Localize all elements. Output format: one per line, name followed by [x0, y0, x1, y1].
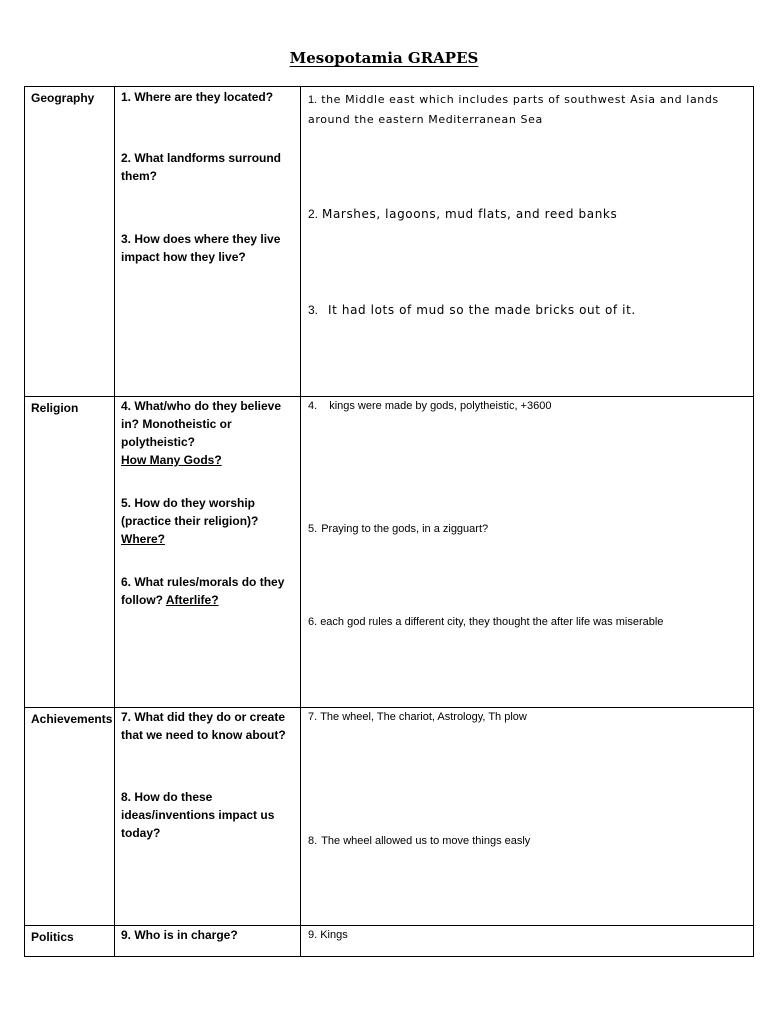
question-6-text: 6. What rules/morals do they follow? — [121, 575, 285, 607]
answers-geography — [301, 87, 754, 397]
answers-religion — [301, 397, 754, 708]
questions-politics — [115, 926, 301, 957]
answer-4-text: kings were made by gods, polytheistic, +3600 — [329, 400, 552, 412]
answer-2 — [308, 205, 747, 224]
question-8: 8. How do these ideas/inventions impact us today? — [121, 790, 275, 840]
answers-politics — [301, 926, 754, 957]
answer-3 — [308, 301, 747, 320]
question-4-text: 4. What/who do they believe in? Monotheistic or polytheistic? — [121, 399, 282, 449]
answer-7-number: 7. — [308, 711, 318, 723]
table-row-achievements — [25, 708, 754, 926]
question-5 — [121, 494, 296, 548]
questions-achievements — [115, 708, 301, 926]
answer-6 — [308, 614, 747, 630]
question-1: 1. Where are they located? — [121, 90, 274, 104]
answer-5-text: Praying to the gods, in a zigguart? — [321, 523, 489, 535]
answer-4 — [308, 398, 747, 414]
answer-8-number: 8. — [308, 835, 318, 847]
category-geography: Geography — [25, 87, 115, 397]
question-5-text: 5. How do they worship (practice their religion)? — [121, 496, 259, 528]
answer-8-text: The wheel allowed us to move things easly — [321, 835, 531, 847]
question-5-underlined: Where? — [121, 532, 166, 546]
grapes-table — [24, 86, 754, 957]
answer-8 — [308, 833, 747, 849]
table-row-religion — [25, 397, 754, 708]
answer-5 — [308, 521, 747, 537]
answers-achievements — [301, 708, 754, 926]
questions-geography — [115, 87, 301, 397]
answer-5-number: 5. — [308, 523, 318, 535]
answer-9 — [308, 927, 747, 943]
answer-6-number: 6. — [308, 616, 318, 628]
question-2: 2. What landforms surround them? — [121, 151, 282, 183]
questions-religion — [115, 397, 301, 708]
answer-7 — [308, 709, 747, 725]
question-7: 7. What did they do or create that we need to know about? — [121, 710, 286, 742]
answer-9-text: Kings — [320, 929, 348, 941]
answer-6-text: each god rules a different city, they thought the after life was miserable — [320, 616, 664, 628]
question-4 — [121, 397, 296, 469]
answer-2-number: 2. — [308, 207, 319, 221]
answer-7-text: The wheel, The chariot, Astrology, Th plow — [320, 711, 527, 723]
question-3: 3. How does where they live impact how they live? — [121, 232, 281, 264]
answer-4-number: 4. — [308, 400, 318, 412]
question-9: 9. Who is in charge? — [121, 928, 238, 942]
category-religion: Religion — [25, 397, 115, 708]
answer-1 — [308, 90, 747, 129]
question-6 — [121, 573, 296, 609]
category-politics: Politics — [25, 926, 115, 957]
answer-3-text: It had lots of mud so the made bricks out of it. — [328, 303, 636, 317]
table-row-geography — [25, 87, 754, 397]
answer-1-text: the Middle east which includes parts of southwest Asia and lands around the eastern Mediterranean Sea — [308, 93, 719, 126]
worksheet-title: Mesopotamia GRAPES — [289, 49, 479, 67]
question-4-underlined: How Many Gods? — [121, 453, 222, 467]
category-achievements: Achievements — [25, 708, 115, 926]
answer-2-text: Marshes, lagoons, mud flats, and reed banks — [322, 207, 618, 221]
answer-9-number: 9. — [308, 929, 318, 941]
worksheet-title-wrapper — [0, 49, 768, 68]
table-row-politics — [25, 926, 754, 957]
question-6-underlined: Afterlife? — [165, 593, 219, 607]
answer-3-number: 3. — [308, 303, 319, 317]
answer-1-number: 1. — [308, 94, 318, 106]
